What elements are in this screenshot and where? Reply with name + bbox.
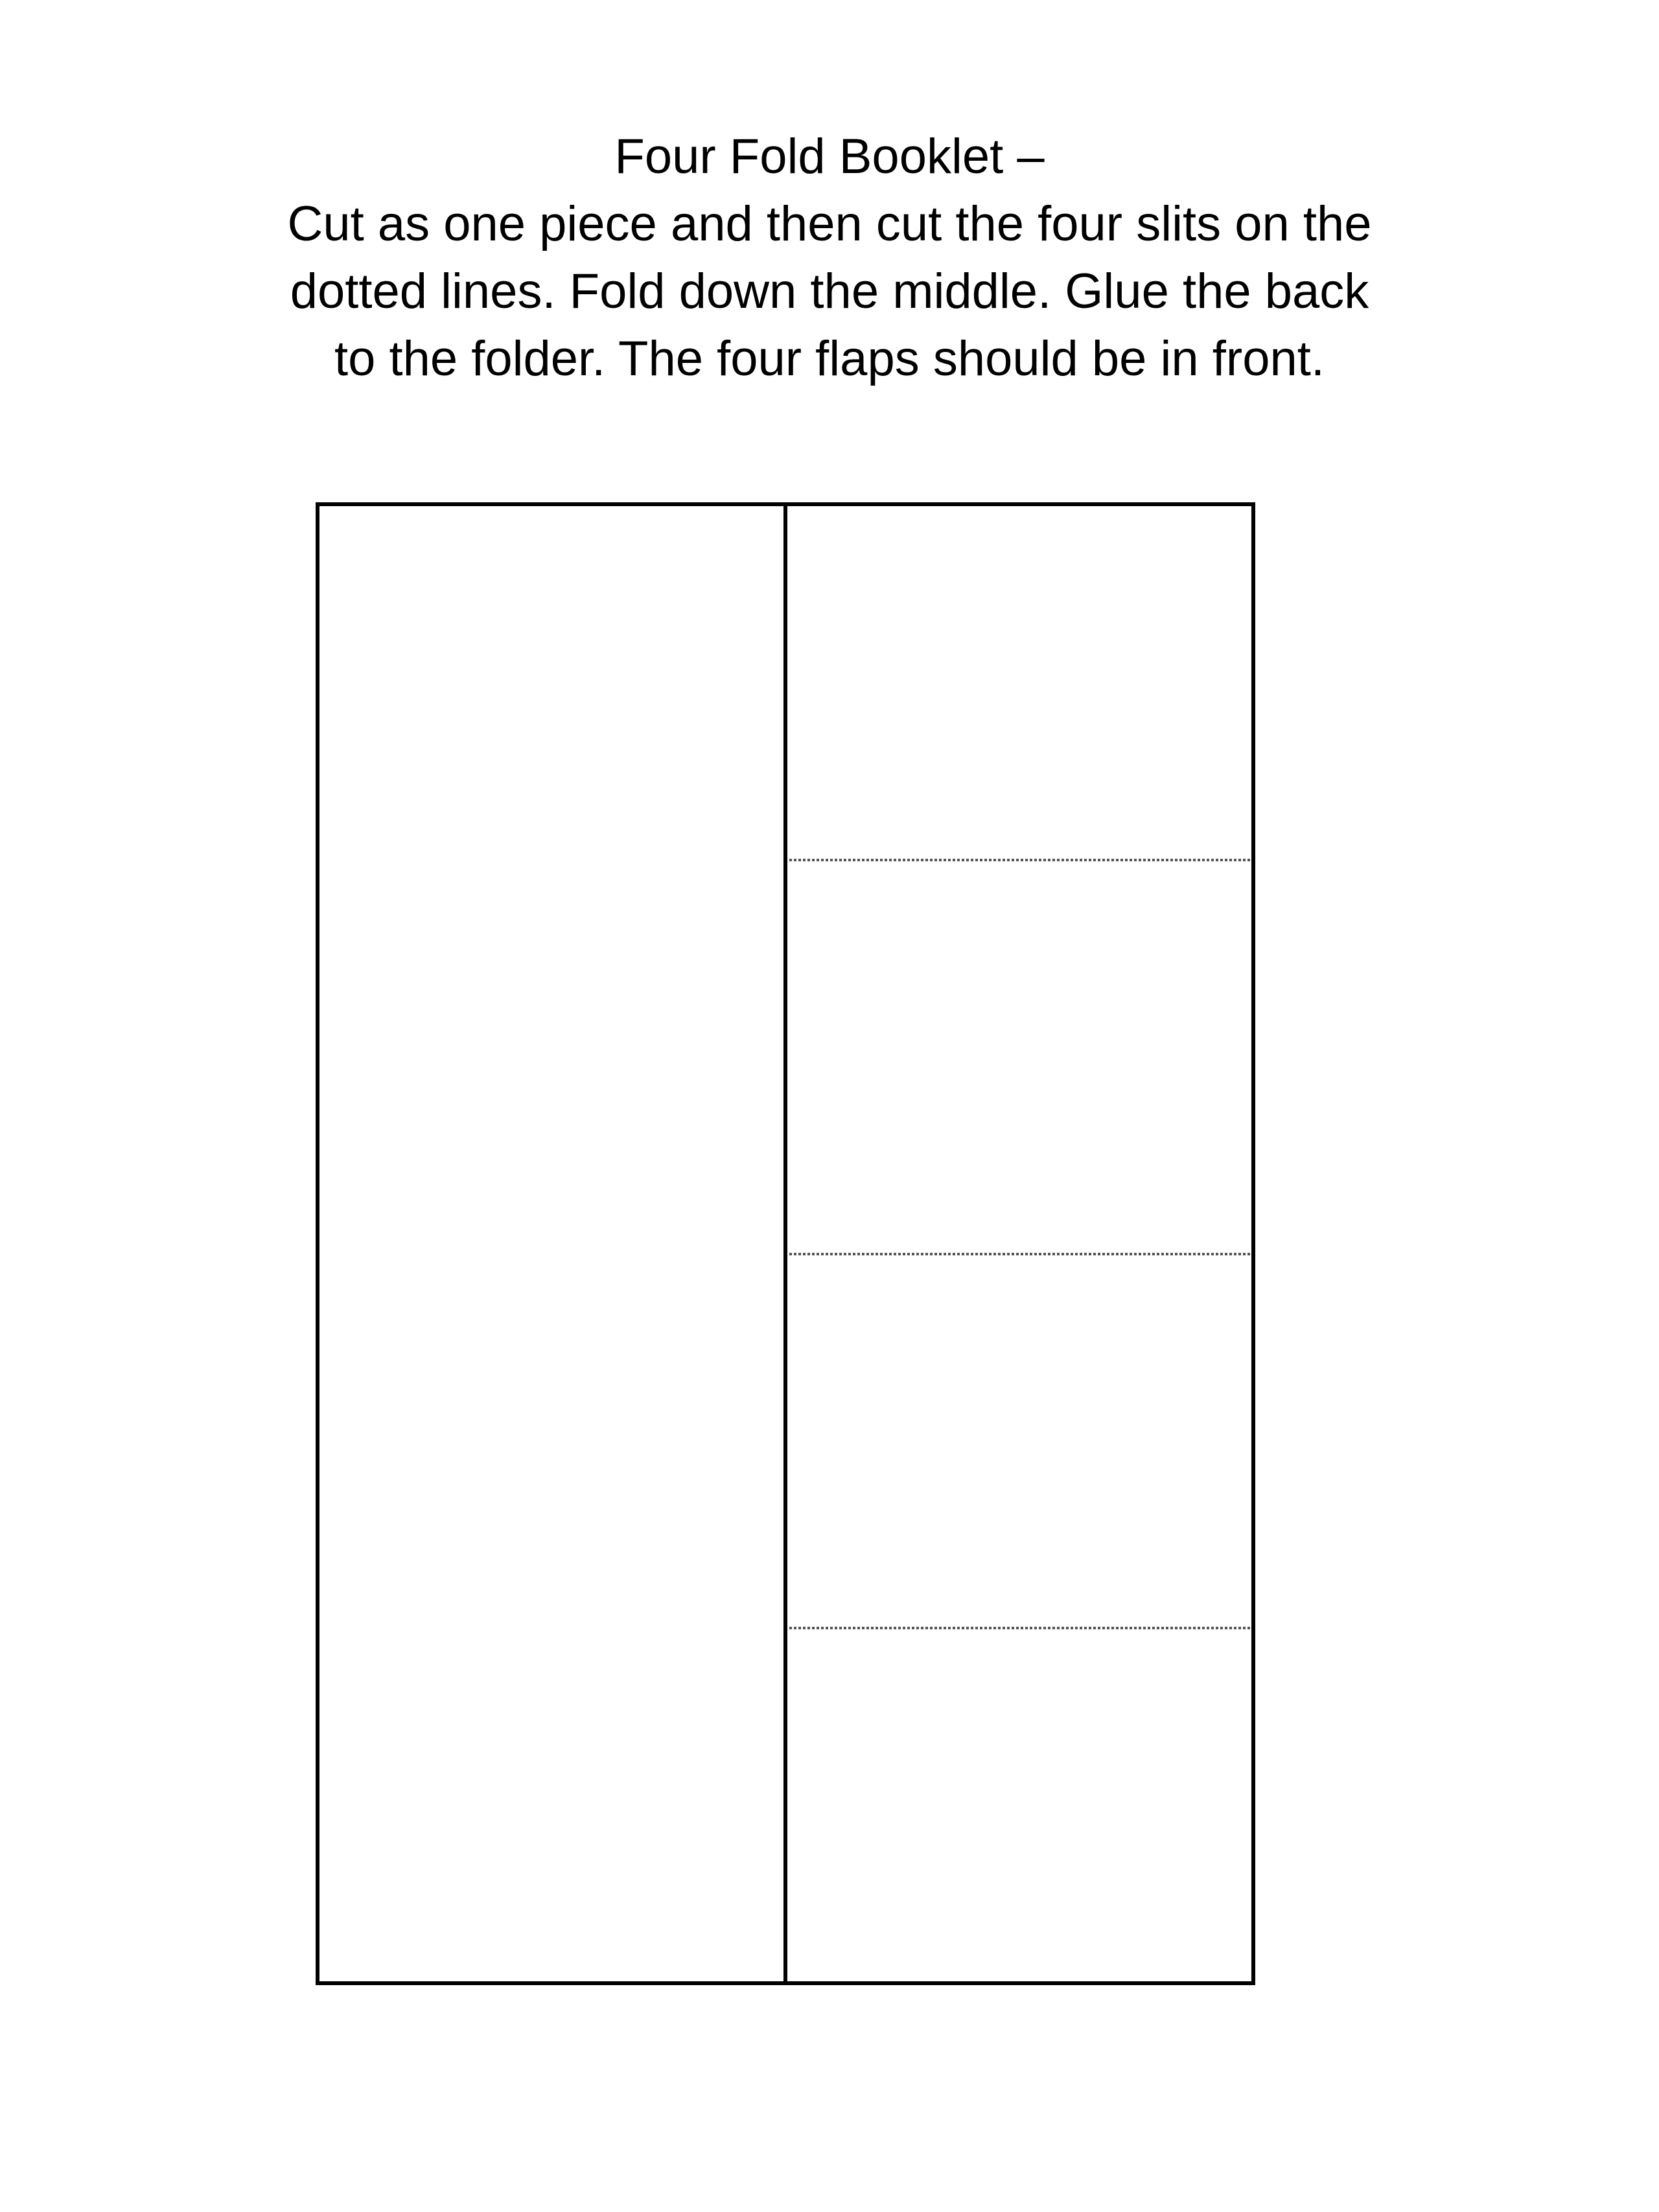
instruction-line-2: dotted lines. Fold down the middle. Glue the back (290, 264, 1369, 319)
instruction-line-1: Cut as one piece and then cut the four slits on the (287, 196, 1372, 251)
page-title: Four Fold Booklet – (614, 129, 1045, 184)
instruction-line-3: to the folder. The four flaps should be in front. (334, 331, 1325, 386)
